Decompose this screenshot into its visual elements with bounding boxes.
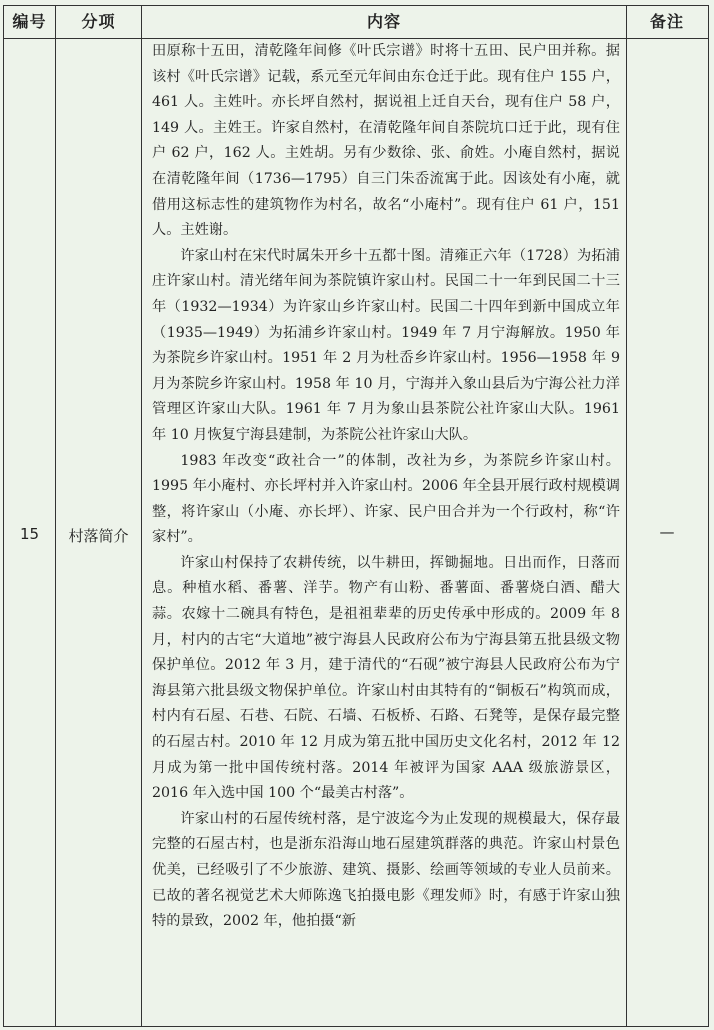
table-header [4,6,708,39]
content-paragraph: 田原称十五田，清乾隆年间修《叶氏宗谱》时将十五田、民户田并称。据该村《叶氏宗谱》记载，系元至元年间由东仓迁于此。现有住户 155 户，461 人。主姓叶。亦长坪自然村，据说祖上迁自天台，现有住户 58 户，149 人。主姓王。许家自然村，在清乾隆年间自茶院坑口迁于此，现有住户 62 户，162 人。主姓胡。另有少数徐、张、俞姓。小庵自然村，据说在清乾隆年间（1736—1795）自三门朱岙流寓于此。因该处有小庵，就借用这标志性的建筑物作为村名，故名“小庵村”。现有住户 61 户，151 人。主姓谢。 [152,43,620,239]
row-remarks: — [659,523,675,541]
content-paragraph: 许家山村的石屋传统村落，是宁波迄今为止发现的规模最大，保存最完整的石屋古村，也是浙东沿海山地石屋建筑群落的典范。许家山村景色优美，已经吸引了不少旅游、建筑、摄影、绘画等领域的专业人员前来。已故的著名视觉艺术大师陈逸飞拍摄电影《理发师》时，有感于许家山独特的景致，2002 年，他拍摄“新 [152,810,620,930]
header-number: 编号 [12,12,47,31]
record-table [3,5,709,1027]
column-divider [55,6,56,1026]
header-content: 内容 [366,12,401,31]
content-paragraph: 许家山村保持了农耕传统，以牛耕田，挥锄掘地。日出而作，日落而息。种植水稻、番薯、洋芋。物产有山粉、番薯面、番薯烧白酒、醋大蒜。农嫁十二碗具有特色，是祖祖辈辈的历史传承中形成的。2009 年 8 月，村内的古宅“大道地”被宁海县人民政府公布为宁海县第五批县级文物保护单位。2012 年 3 月，建于清代的“石砚”被宁海县人民政府公布为宁海县第六批县级文物保护单位。许家山村由其特有的“铜板石”构筑而成，村内有石屋、石巷、石院、石墙、石板桥、石路、石凳等，是保存最完整的石屋古村。2010 年 12 月成为第五批中国历史文化名村，2012 年 12 月成为第一批中国传统村落。2014 年被评为国家 AAA 级旅游景区，2016 年入选中国 100 个“最美古村落”。 [152,554,620,802]
column-divider [141,6,142,1026]
row-content [144,39,626,935]
content-paragraph: 许家山村在宋代时属朱开乡十五都十图。清雍正六年（1728）为拓浦庄许家山村。清光绪年间为茶院镇许家山村。民国二十一年到民国二十三年（1932—1934）为许家山乡许家山村。民国二十四年到新中国成立年（1935—1949）为拓浦乡许家山村。1949 年 7 月宁海解放。1950 年为茶院乡许家山村。1951 年 2 月为杜岙乡许家山村。1956—1958 年 9 月为茶院乡许家山村。1958 年 10 月，宁海并入象山县后为宁海公社力洋管理区许家山大队。1961 年 7 月为象山县茶院公社许家山大队。1961 年 10 月恢复宁海县建制，为茶院公社许家山大队。 [152,247,620,443]
row-category: 村落简介 [68,527,129,545]
row-number: 15 [19,525,40,543]
header-category: 分项 [81,12,116,31]
column-divider [626,6,627,1026]
content-paragraph: 1983 年改变“政社合一”的体制，改社为乡，为茶院乡许家山村。1995 年小庵村、亦长坪村并入许家山村。2006 年全县开展行政村规模调整，将许家山（小庵、亦长坪）、许家、民户田合并为一个行政村，称“许家村”。 [152,452,620,546]
header-remarks: 备注 [649,12,684,31]
